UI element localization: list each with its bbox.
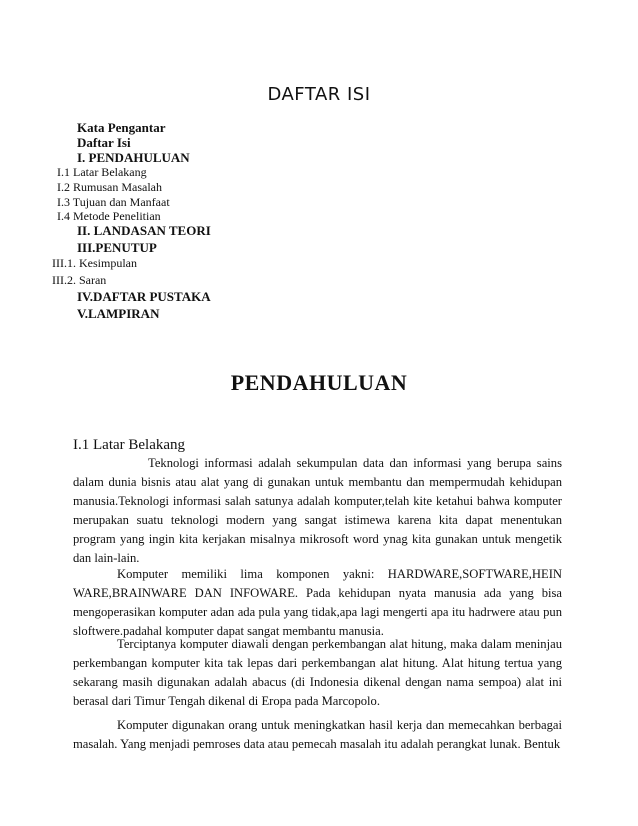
- toc-item-metode-penelitian: I.4 Metode Penelitian: [57, 209, 161, 223]
- toc-item-tujuan-manfaat: I.3 Tujuan dan Manfaat: [57, 195, 170, 209]
- toc-item-landasan-teori: II. LANDASAN TEORI: [77, 223, 211, 238]
- toc-item-rumusan-masalah: I.2 Rumusan Masalah: [57, 180, 162, 194]
- chapter-title: PENDAHULUAN: [230, 370, 408, 395]
- toc-item-kesimpulan: III.1. Kesimpulan: [52, 256, 137, 270]
- toc-item-daftar-pustaka: IV.DAFTAR PUSTAKA: [77, 289, 211, 304]
- toc-item-daftar-isi: Daftar Isi: [77, 135, 131, 150]
- toc-item-latar-belakang: I.1 Latar Belakang: [57, 165, 147, 179]
- toc-title: DAFTAR ISI: [267, 84, 371, 105]
- toc-item-saran: III.2. Saran: [52, 273, 107, 287]
- paragraph: Teknologi informasi adalah sekumpulan data dan informasi yang berupa sains dalam dunia bisnis atau alat yang di gunakan untuk membantu dan mempermudah kehidupan manusia.Teknologi informasi salah satunya adalah komputer,telah kite ketahui bahwa komputer merupakan suatu teknologi modern yang sangat istimewa karena kita dapat menentukan program yang ingin kita kerjakan misalnya mikrosoft word ynag kita gunakan untuk mengetik dan lain-lain.: [73, 456, 562, 565]
- paragraph: Terciptanya komputer diawali dengan perkembangan alat hitung, maka dalam meninjau perkembangan komputer kita tak lepas dari perkembangan alat hitung. Alat hitung tertua yang sekarang masih digunakan adalah abacus (di Indonesia dikenal dengan nama sempoa) alat ini berasal dari Timur Tengah dikenal di Eropa pada Marcopolo.: [73, 637, 562, 708]
- paragraph: Komputer digunakan orang untuk meningkatkan hasil kerja dan memecahkan berbagai masalah. Yang menjadi pemroses data atau pemecah masalah itu adalah perangkat lunak. Bentuk: [73, 718, 562, 751]
- toc-item-pendahuluan: I. PENDAHULUAN: [77, 150, 190, 165]
- section-heading: I.1 Latar Belakang: [73, 437, 186, 453]
- paragraph: Komputer memiliki lima komponen yakni: HARDWARE,SOFTWARE,HEIN WARE,BRAINWARE DAN INFOWARE. Pada kehidupan nyata manusia ada yang bisa mengoperasikan komputer adan ada pula yang tidak,apa lagi mengerti apa itu hadrwere atau pun sloftwere.padahal komputer dapat sangat membantu manusia.: [73, 567, 562, 638]
- toc-item-lampiran: V.LAMPIRAN: [77, 306, 160, 321]
- toc-item-kata-pengantar: Kata Pengantar: [77, 120, 166, 135]
- toc-item-penutup: III.PENUTUP: [77, 240, 157, 255]
